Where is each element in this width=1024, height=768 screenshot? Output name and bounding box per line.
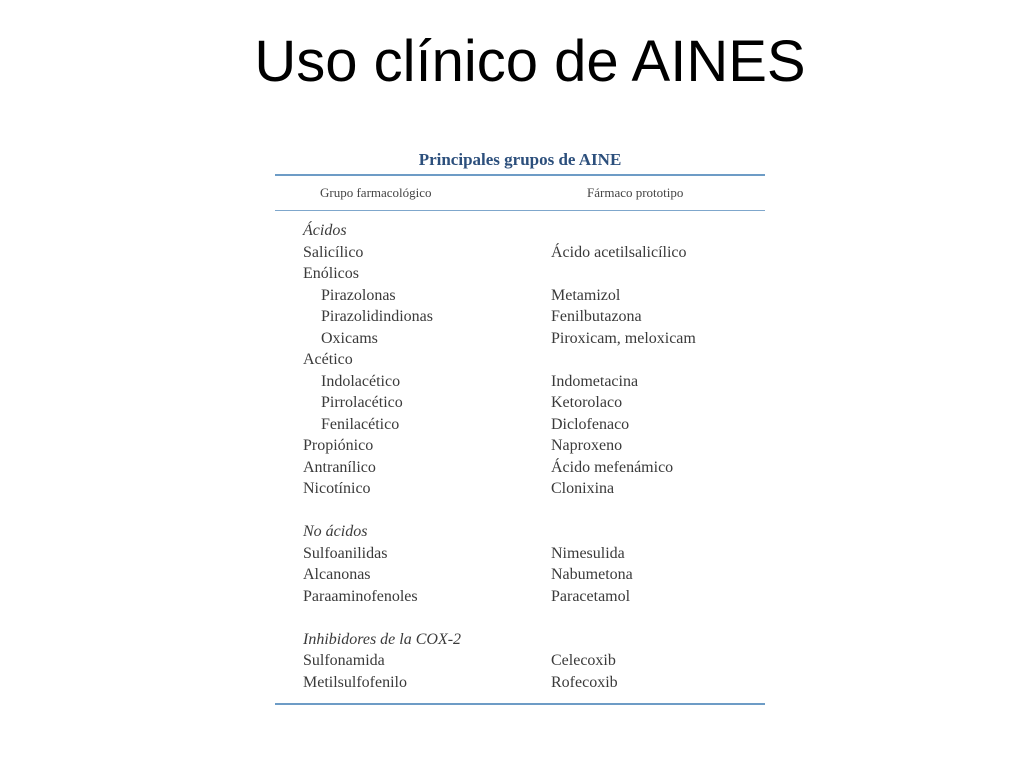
table-row [275, 242, 765, 264]
drug-cell: Rofecoxib [551, 673, 618, 691]
group-cell: Pirazolidindionas [321, 308, 433, 325]
group-cell [275, 607, 550, 629]
group-cell: Nicotínico [303, 480, 371, 497]
drug-cell: Fenilbutazona [551, 308, 642, 325]
table-row [275, 478, 765, 500]
drug-cell [550, 607, 551, 629]
group-cell: Antranílico [303, 458, 376, 476]
drug-cell: Nabumetona [551, 566, 633, 583]
table-bottom-rule [275, 703, 765, 705]
aine-groups-table [275, 146, 765, 705]
table-section-row [275, 629, 765, 651]
table-row [275, 371, 765, 393]
group-cell: Sulfoanilidas [303, 544, 388, 562]
drug-cell: Diclofenaco [551, 415, 630, 433]
group-cell [275, 500, 550, 522]
drug-cell: Metamizol [551, 286, 621, 304]
group-cell: Indolacético [321, 372, 401, 390]
drug-cell [550, 349, 551, 371]
table-row [275, 414, 765, 436]
table-row [275, 306, 765, 328]
table-row [275, 328, 765, 350]
table-row [275, 500, 765, 522]
table-row [275, 672, 765, 694]
table-caption: Principales grupos de AINE [418, 150, 622, 169]
group-cell: Pirrolacético [321, 394, 403, 411]
group-cell: No ácidos [303, 523, 368, 540]
table-row [275, 650, 765, 672]
slide-title: Uso clínico de AINES [254, 29, 806, 94]
table-row [275, 564, 765, 586]
table-body [275, 211, 765, 703]
drug-cell: Paracetamol [551, 587, 631, 605]
header-group: Grupo farmacológico [320, 185, 432, 200]
group-cell: Paraaminofenoles [303, 587, 418, 605]
table-row [275, 435, 765, 457]
table-row [275, 392, 765, 414]
group-cell: Alcanonas [303, 566, 371, 583]
group-cell: Metilsulfofenilo [303, 673, 407, 691]
group-cell: Salicílico [303, 243, 364, 261]
table-section-row [275, 220, 765, 242]
table-row [275, 285, 765, 307]
group-cell: Fenilacético [321, 415, 400, 433]
drug-cell: Celecoxib [551, 652, 616, 669]
table-section-row [275, 521, 765, 543]
drug-cell: Piroxicam, meloxicam [551, 329, 696, 347]
group-cell: Acético [303, 351, 353, 368]
group-cell: Enólicos [303, 265, 359, 282]
drug-cell [550, 263, 551, 285]
drug-cell: Ácido mefenámico [551, 458, 674, 476]
table-header-row [275, 176, 765, 210]
drug-cell: Ácido acetilsalicílico [551, 243, 687, 261]
drug-cell [550, 220, 551, 242]
drug-cell: Naproxeno [551, 437, 623, 454]
drug-cell [550, 629, 551, 651]
header-drug: Fármaco prototipo [587, 185, 684, 200]
table-row [275, 349, 765, 371]
drug-cell: Nimesulida [551, 544, 625, 562]
group-cell: Oxicams [321, 329, 378, 347]
group-cell: Inhibidores de la COX-2 [303, 630, 462, 648]
drug-cell [550, 500, 551, 522]
group-cell: Ácidos [303, 222, 347, 239]
table-row [275, 543, 765, 565]
group-cell: Sulfonamida [303, 652, 385, 669]
group-cell: Pirazolonas [321, 286, 396, 304]
table-row [275, 457, 765, 479]
drug-cell: Clonixina [551, 480, 615, 497]
group-cell: Propiónico [303, 437, 374, 454]
table-row [275, 263, 765, 285]
table-row [275, 586, 765, 608]
table-row [275, 607, 765, 629]
drug-cell: Indometacina [551, 372, 639, 390]
drug-cell [550, 521, 551, 543]
drug-cell: Ketorolaco [551, 394, 623, 411]
